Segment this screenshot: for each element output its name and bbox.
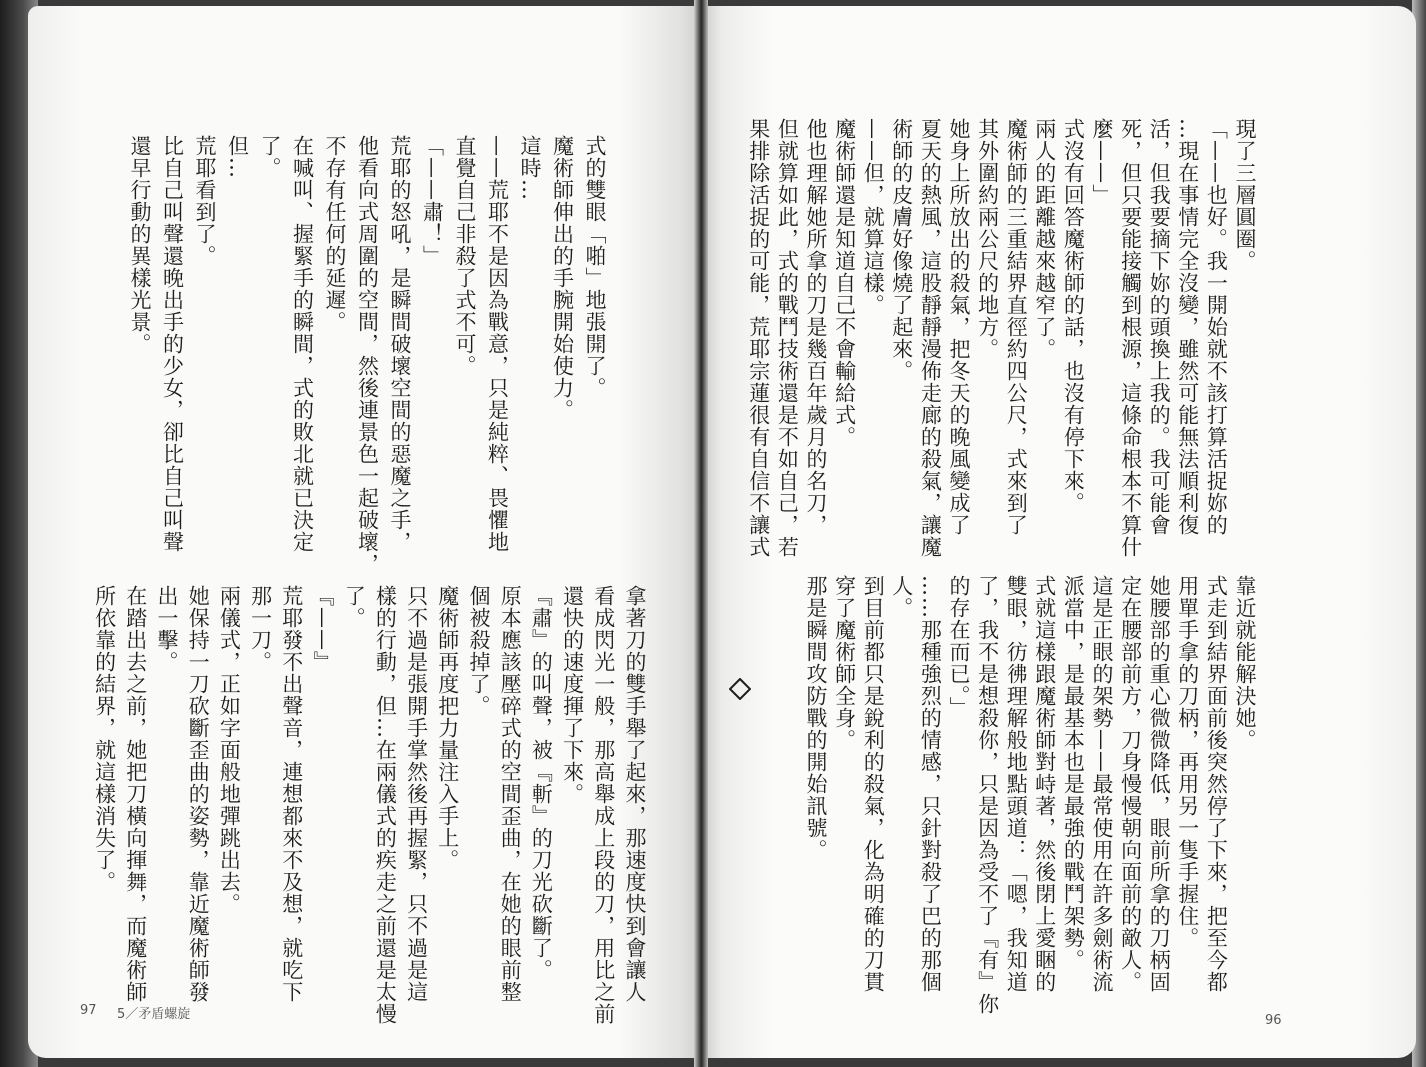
text-column: 果排除活捉的可能，荒耶宗蓮很有自信不讓式 (746, 118, 771, 558)
text-column: 魔術師的三重結界直徑約四公尺，式來到了 (1004, 118, 1029, 536)
text-column: 的存在而已。」 (947, 575, 971, 719)
text-column: 「——肅！」 (420, 135, 445, 267)
text-column: 荒耶看到了。 (193, 135, 217, 267)
book-gutter (694, 0, 708, 1067)
text-column: 靠近就能解決她。 (1233, 575, 1257, 751)
text-column: 他也理解她所拿的刀是幾百年歲月的名刀， (804, 118, 828, 536)
text-column: 這是正眼的架勢——最常使用在許多劍術流 (1090, 575, 1114, 993)
text-column: 派當中，是最基本也是最強的戰鬥架勢。 (1061, 575, 1086, 971)
text-column: ……那種強烈的情感，只針對殺了巴的那個 (918, 575, 943, 993)
text-column: 用單手拿的刀柄，再用另一隻手握住。 (1175, 575, 1200, 949)
text-column: 其外圍約兩公尺的地方。 (975, 118, 1000, 360)
text-column: 式就這樣跟魔術師對峙著，然後閉上愛睏的 (1032, 575, 1057, 993)
text-column: ——但，就算這樣。 (861, 118, 886, 316)
text-column: 『——』 (311, 585, 335, 673)
text-column: 麼——」 (1090, 118, 1114, 206)
text-column: 她身上所放出的殺氣，把冬天的晚風變成了 (947, 118, 971, 536)
text-column: 『肅』的叫聲，被『斬』的刀光砍斷了。 (529, 585, 554, 981)
text-column: 她腰部的重心微微降低，眼前所拿的刀柄固 (1147, 575, 1172, 993)
text-column: 她保持一刀砍斷歪曲的姿勢，靠近魔術師發 (186, 585, 211, 1003)
text-column: 比自己叫聲還晚出手的少女，卻比自己叫聲 (160, 135, 185, 553)
text-column: 還早行動的異樣光景。 (128, 135, 152, 355)
text-column: …現在事情完全沒變，雖然可能無法順利復 (1175, 118, 1200, 536)
text-column: 原本應該壓碎式的空間歪曲，在她的眼前整 (498, 585, 523, 1003)
text-column: 定在腰部前方，刀身慢慢朝向面前的敵人。 (1118, 575, 1143, 993)
text-column: ——荒耶不是因為戰意，只是純粹、畏懼地 (485, 135, 510, 553)
text-column: 式走到結界面前後突然停了下來，把至今都 (1204, 575, 1229, 993)
page-number-left: 97 (80, 1003, 97, 1018)
text-column: 穿了魔術師全身。 (832, 575, 857, 751)
text-column: 魔術師伸出的手腕開始使力。 (550, 135, 575, 421)
text-column: 死，但只要能接觸到根源，這條命根本不算什 (1118, 118, 1143, 558)
text-column: 直覺自己非殺了式不可。 (453, 135, 477, 377)
text-column: 了。 (258, 135, 282, 179)
text-column: 但… (225, 135, 250, 179)
text-column: 這時… (518, 135, 542, 201)
text-column: 了。 (342, 585, 367, 629)
text-column: 雙眼，彷彿理解般地點頭道：「嗯，我知道 (1004, 575, 1029, 993)
text-column: 到目前都只是銳利的殺氣，化為明確的刀貫 (861, 575, 886, 993)
page-number-right: 96 (1265, 1013, 1282, 1028)
text-column: 只不過是張開手掌然後再握緊，只不過是這 (404, 585, 429, 1003)
text-column: 人。 (889, 575, 914, 619)
text-column: 那是瞬間攻防戰的開始訊號。 (804, 575, 828, 861)
text-column: 「——也好。我一開始就不該打算活捉妳的 (1204, 118, 1229, 536)
text-column: 不存有任何的延遲。 (323, 135, 347, 333)
running-header: 5／矛盾螺旋 (117, 1007, 191, 1022)
text-column: 看成閃光一般，那高舉成上段的刀，用比之前 (591, 585, 616, 1025)
text-column: 現了三層圓圈。 (1233, 118, 1257, 272)
text-column: 在踏出去之前，她把刀橫向揮舞，而魔術師 (123, 585, 148, 1003)
text-column: 出一擊。 (155, 585, 179, 673)
text-column: 還快的速度揮了下來。 (560, 585, 585, 805)
text-column: 式沒有回答魔術師的話，也沒有停下來。 (1061, 118, 1086, 514)
section-break-diamond-icon (729, 678, 751, 700)
text-column: 魔術師還是知道自己不會輸給式。 (832, 118, 857, 448)
text-column: 兩人的距離越來越窄了。 (1032, 118, 1057, 360)
text-column: 個被殺掉了。 (467, 585, 491, 717)
text-column: 荒耶的怒吼，是瞬間破壞空間的惡魔之手， (388, 135, 412, 553)
text-column: 式的雙眼「啪」地張開了。 (583, 135, 607, 399)
text-column: 樣的行動，但…在兩儀式的疾走之前還是太慢 (373, 585, 398, 1025)
text-column: 所依靠的結界，就這樣消失了。 (92, 585, 117, 893)
text-column: 魔術師再度把力量注入手上。 (435, 585, 460, 871)
text-column: 術師的皮膚好像燒了起來。 (889, 118, 914, 382)
text-column: 但就算如此，式的戰鬥技術還是不如自己，若 (775, 118, 800, 558)
text-column: 那一刀。 (248, 585, 273, 673)
text-column: 夏天的熱風，這股靜靜漫佈走廊的殺氣，讓魔 (918, 118, 943, 558)
text-column: 活，但我要摘下妳的頭換上我的。我可能會 (1147, 118, 1172, 536)
text-column: 他看向式周圍的空間，然後連景色一起破壞， (355, 135, 380, 575)
text-column: 拿著刀的雙手舉了起來，那速度快到會讓人 (623, 585, 647, 1003)
text-column: 荒耶發不出聲音，連想都來不及想，就吃下 (279, 585, 304, 1003)
text-column: 在喊叫、握緊手的瞬間，式的敗北就已決定 (290, 135, 315, 553)
text-column: 了，我不是想殺你，只是因為受不了『有』你 (975, 575, 1000, 1015)
text-column: 兩儀式，正如字面般地彈跳出去。 (217, 585, 242, 915)
